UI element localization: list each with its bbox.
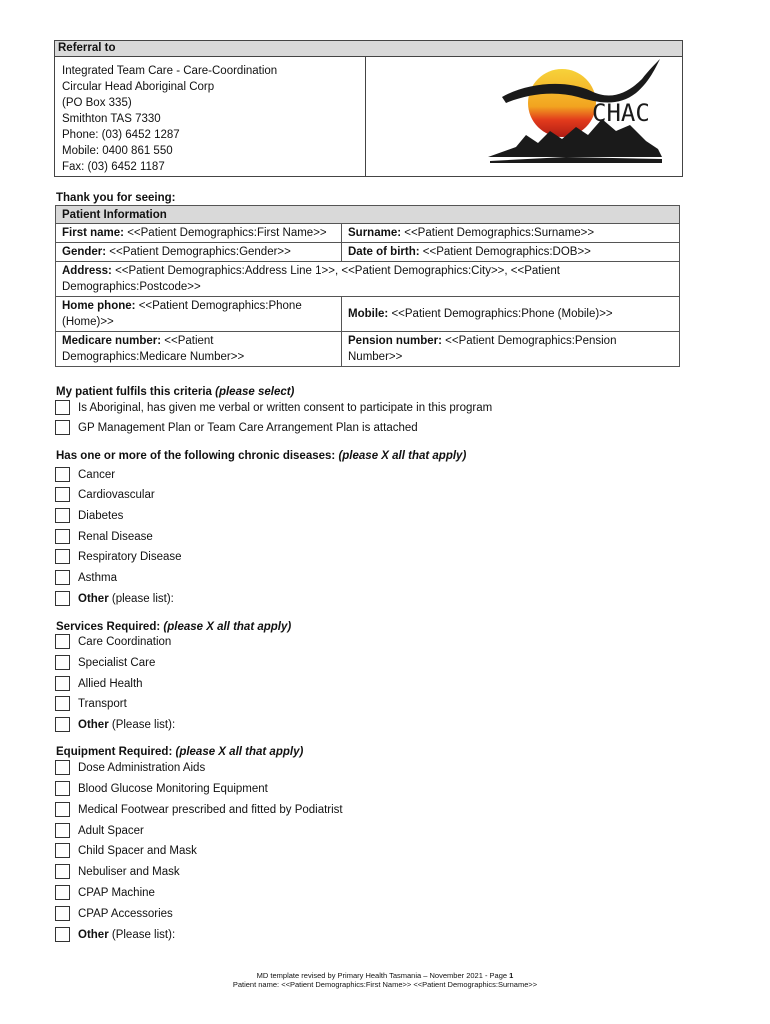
diseases-heading bbox=[56, 450, 466, 462]
referral-address bbox=[55, 57, 366, 176]
equipment-checkbox-footwear[interactable] bbox=[55, 802, 70, 817]
other-bold: Other bbox=[78, 719, 109, 731]
service-checkbox-care-coordination[interactable] bbox=[55, 634, 70, 649]
service-label: Care Coordination bbox=[78, 636, 172, 648]
equipment-label: Dose Administration Aids bbox=[78, 762, 206, 774]
first-name-cell bbox=[56, 224, 342, 243]
equipment-label: Medical Footwear prescribed and fitted by Podiatrist bbox=[78, 804, 343, 816]
criteria-option-label: Is Aboriginal, has given me verbal or written consent to participate in this program bbox=[78, 402, 493, 414]
disease-checkbox-cardiovascular[interactable] bbox=[55, 487, 70, 502]
disease-label: Renal Disease bbox=[78, 531, 153, 543]
disease-label: Diabetes bbox=[78, 510, 124, 522]
services-heading-note: (please X all that apply) bbox=[163, 621, 292, 633]
thanks-label: Thank you for seeing: bbox=[56, 192, 176, 204]
diseases-heading-note: (please X all that apply) bbox=[338, 450, 467, 462]
mobile-label: Mobile: bbox=[348, 308, 389, 320]
medicare-value: <<Patient Demographics:Medicare Number>> bbox=[62, 335, 245, 363]
service-label: Transport bbox=[78, 698, 127, 710]
surname-cell bbox=[342, 224, 680, 243]
equipment-heading-text: Equipment Required: bbox=[56, 746, 173, 758]
equipment-label: CPAP Accessories bbox=[78, 908, 173, 920]
mobile-cell bbox=[342, 297, 680, 332]
footer-line-2: Patient name: <<Patient Demographics:First Name>> <<Patient Demographics:Surname>> bbox=[232, 980, 538, 989]
dob-value: <<Patient Demographics:DOB>> bbox=[422, 246, 591, 258]
disease-checkbox-respiratory[interactable] bbox=[55, 549, 70, 564]
criteria-checkbox-gp-plan[interactable] bbox=[55, 420, 70, 435]
equipment-checkbox-glucose[interactable] bbox=[55, 781, 70, 796]
disease-label: Asthma bbox=[78, 572, 117, 584]
sun-shape bbox=[528, 69, 596, 137]
other-bold: Other bbox=[78, 593, 109, 605]
disease-checkbox-cancer[interactable] bbox=[55, 467, 70, 482]
service-checkbox-other[interactable] bbox=[55, 717, 70, 732]
footer-page-number: 1 bbox=[509, 971, 514, 980]
address-line: Mobile: 0400 861 550 bbox=[62, 145, 173, 157]
disease-label: Cancer bbox=[78, 469, 116, 481]
disease-checkbox-other[interactable] bbox=[55, 591, 70, 606]
equipment-label: CPAP Machine bbox=[78, 887, 155, 899]
pension-value: <<Patient Demographics:Pension Number>> bbox=[348, 335, 617, 363]
home-phone-label: Home phone: bbox=[62, 300, 136, 312]
equipment-checkbox-dose-aids[interactable] bbox=[55, 760, 70, 775]
mobile-value: <<Patient Demographics:Phone (Mobile)>> bbox=[391, 308, 613, 320]
services-heading-text: Services Required: bbox=[56, 621, 161, 633]
patient-info-heading: Patient Information bbox=[56, 206, 680, 224]
criteria-checkbox-aboriginal[interactable] bbox=[55, 400, 70, 415]
medicare-cell bbox=[56, 332, 342, 367]
home-phone-value: <<Patient Demographics:Phone (Home)>> bbox=[62, 300, 302, 328]
referral-heading: Referral to bbox=[55, 41, 682, 57]
address-line: Integrated Team Care - Care-Coordination bbox=[62, 65, 278, 77]
disease-other-label bbox=[78, 591, 174, 607]
equipment-checkbox-child-spacer[interactable] bbox=[55, 843, 70, 858]
equipment-other-label bbox=[78, 927, 175, 943]
service-checkbox-transport[interactable] bbox=[55, 696, 70, 711]
gender-value: <<Patient Demographics:Gender>> bbox=[109, 246, 291, 258]
pension-cell bbox=[342, 332, 680, 367]
equipment-checkbox-adult-spacer[interactable] bbox=[55, 823, 70, 838]
equipment-label: Child Spacer and Mask bbox=[78, 845, 197, 857]
criteria-heading bbox=[56, 386, 294, 398]
disease-label: Cardiovascular bbox=[78, 489, 155, 501]
equipment-label: Nebuliser and Mask bbox=[78, 866, 180, 878]
service-other-label bbox=[78, 717, 175, 733]
pension-label: Pension number: bbox=[348, 335, 442, 347]
service-label: Allied Health bbox=[78, 678, 143, 690]
address-line: Smithton TAS 7330 bbox=[62, 113, 161, 125]
first-name-label: First name: bbox=[62, 227, 124, 239]
disease-checkbox-renal[interactable] bbox=[55, 529, 70, 544]
address-line: Phone: (03) 6452 1287 bbox=[62, 129, 180, 141]
surname-label: Surname: bbox=[348, 227, 402, 239]
logo-text: CHAC bbox=[592, 99, 650, 127]
equipment-checkbox-cpap-machine[interactable] bbox=[55, 885, 70, 900]
equipment-heading bbox=[56, 746, 303, 758]
dob-label: Date of birth: bbox=[348, 246, 420, 258]
equipment-label: Blood Glucose Monitoring Equipment bbox=[78, 783, 268, 795]
criteria-heading-text: My patient fulfils this criteria bbox=[56, 386, 212, 398]
address-label: Address: bbox=[62, 265, 112, 277]
address-line: Circular Head Aboriginal Corp bbox=[62, 81, 215, 93]
equipment-checkbox-nebuliser[interactable] bbox=[55, 864, 70, 879]
service-checkbox-specialist[interactable] bbox=[55, 655, 70, 670]
equipment-label: Adult Spacer bbox=[78, 825, 144, 837]
home-phone-cell bbox=[56, 297, 342, 332]
footer-line-1 bbox=[0, 971, 770, 980]
patient-info-table bbox=[55, 205, 680, 367]
other-note: (Please list): bbox=[111, 719, 176, 731]
criteria-heading-note: (please select) bbox=[215, 386, 295, 398]
other-bold: Other bbox=[78, 929, 109, 941]
address-line: (PO Box 335) bbox=[62, 97, 132, 109]
dob-cell bbox=[342, 243, 680, 262]
other-note: (please list): bbox=[111, 593, 174, 605]
address-cell bbox=[56, 262, 680, 297]
address-value: <<Patient Demographics:Address Line 1>>, <<Patient Demographics:City>>, <<Patient Demographics:Postcode>> bbox=[62, 265, 560, 293]
service-label: Specialist Care bbox=[78, 657, 156, 669]
referral-box bbox=[54, 40, 683, 177]
equipment-checkbox-other[interactable] bbox=[55, 927, 70, 942]
chac-logo bbox=[366, 57, 682, 176]
address-line: Fax: (03) 6452 1187 bbox=[62, 161, 165, 173]
gender-cell bbox=[56, 243, 342, 262]
gender-label: Gender: bbox=[62, 246, 107, 258]
diseases-heading-text: Has one or more of the following chronic diseases: bbox=[56, 450, 336, 462]
other-note: (Please list): bbox=[111, 929, 176, 941]
first-name-value: <<Patient Demographics:First Name>> bbox=[127, 227, 327, 239]
equipment-heading-note: (please X all that apply) bbox=[175, 746, 304, 758]
disease-checkbox-asthma[interactable] bbox=[55, 570, 70, 585]
equipment-checkbox-cpap-accessories[interactable] bbox=[55, 906, 70, 921]
medicare-label: Medicare number: bbox=[62, 335, 162, 347]
logo-area bbox=[366, 57, 682, 176]
disease-checkbox-diabetes[interactable] bbox=[55, 508, 70, 523]
footer-revision-text: MD template revised by Primary Health Tasmania – November 2021 - Page bbox=[256, 971, 510, 980]
service-checkbox-allied-health[interactable] bbox=[55, 676, 70, 691]
disease-label: Respiratory Disease bbox=[78, 551, 182, 563]
services-heading bbox=[56, 621, 291, 633]
surname-value: <<Patient Demographics:Surname>> bbox=[404, 227, 595, 239]
criteria-option-label: GP Management Plan or Team Care Arrangement Plan is attached bbox=[78, 422, 418, 434]
